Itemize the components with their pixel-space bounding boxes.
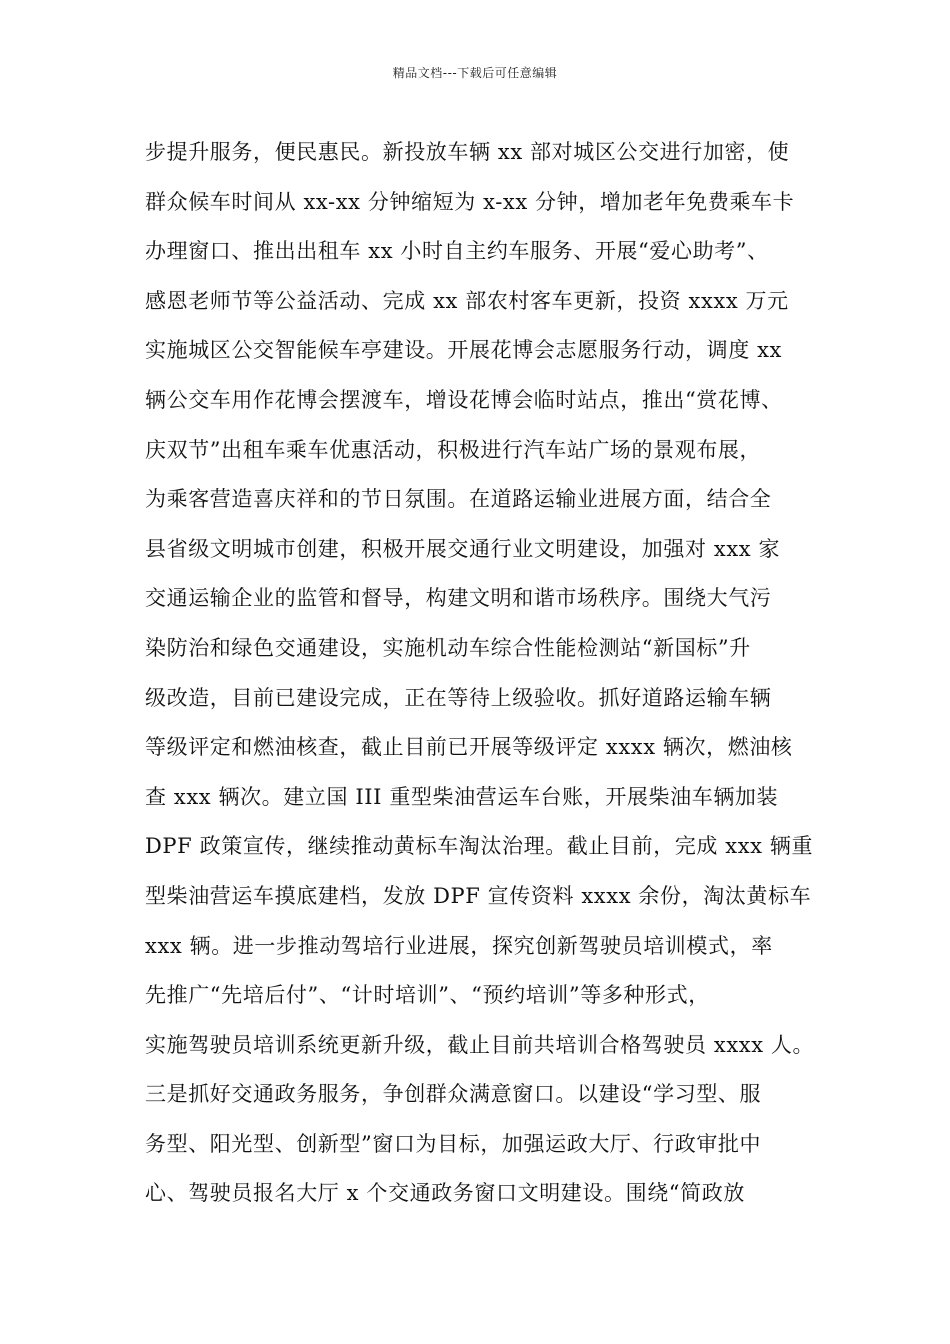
paragraph-line: 查 xxx 辆次。建立国 III 重型柴油营运车台账，开展柴油车辆加装 bbox=[145, 784, 779, 809]
paragraph-line: 型柴油营运车摸底建档，发放 DPF 宣传资料 xxxx 余份，淘汰黄标车 bbox=[145, 883, 812, 908]
paragraph-line: 实施城区公交智能候车亭建设。开展花博会志愿服务行动，调度 xx bbox=[145, 338, 782, 363]
paragraph-line: 先推广“先培后付”、“计时培训”、“预约培训”等多种形式， bbox=[145, 983, 710, 1008]
paragraph-line: 县省级文明城市创建，积极开展交通行业文明建设，加强对 xxx 家 bbox=[145, 536, 781, 561]
paragraph-line: 实施驾驶员培训系统更新升级，截止目前共培训合格驾驶员 xxxx 人。 bbox=[145, 1032, 815, 1057]
paragraph-line: 心、驾驶员报名大厅 x 个交通政务窗口文明建设。围绕“简政放 bbox=[145, 1181, 745, 1206]
paragraph-line: 务型、阳光型、创新型”窗口为目标，加强运政大厅、行政审批中 bbox=[145, 1131, 762, 1156]
paragraph-line: xxx 辆。进一步推动驾培行业进展，探究创新驾驶员培训模式，率 bbox=[145, 933, 773, 958]
paragraph-line: 级改造，目前已建设完成，正在等待上级验收。抓好道路运输车辆 bbox=[145, 685, 772, 710]
paragraph-line: 三是抓好交通政务服务，争创群众满意窗口。以建设“学习型、服 bbox=[145, 1082, 762, 1107]
document-body bbox=[145, 128, 825, 1219]
paragraph-line: 感恩老师节等公益活动、完成 xx 部农村客车更新，投资 xxxx 万元 bbox=[145, 288, 789, 313]
paragraph-line: 办理窗口、推出出租车 xx 小时自主约车服务、开展“爱心助考”、 bbox=[145, 239, 769, 264]
paragraph-line: 染防治和绿色交通建设，实施机动车综合性能检测站“新国标”升 bbox=[145, 635, 751, 660]
paragraph-line: DPF 政策宣传，继续推动黄标车淘汰治理。截止目前，完成 xxx 辆重 bbox=[145, 834, 814, 859]
paragraph-line: 交通运输企业的监管和督导，构建文明和谐市场秩序。围绕大气污 bbox=[145, 586, 772, 611]
paragraph-line: 辆公交车用作花博会摆渡车，增设花博会临时站点，推出“赏花博、 bbox=[145, 387, 783, 412]
paragraph-line: 等级评定和燃油核查，截止目前已开展等级评定 xxxx 辆次，燃油核 bbox=[145, 735, 793, 760]
paragraph-line: 为乘客营造喜庆祥和的节日氛围。在道路运输业进展方面，结合全 bbox=[145, 487, 772, 512]
paragraph-line: 步提升服务，便民惠民。新投放车辆 xx 部对城区公交进行加密，使 bbox=[145, 140, 790, 164]
page-header: 精品文档---下载后可任意编辑 bbox=[392, 66, 558, 80]
paragraph-line: 庆双节”出租车乘车优惠活动，积极进行汽车站广场的景观布展， bbox=[145, 437, 762, 462]
paragraph-line: 群众候车时间从 xx-xx 分钟缩短为 x-xx 分钟，增加老年免费乘车卡 bbox=[145, 189, 795, 214]
